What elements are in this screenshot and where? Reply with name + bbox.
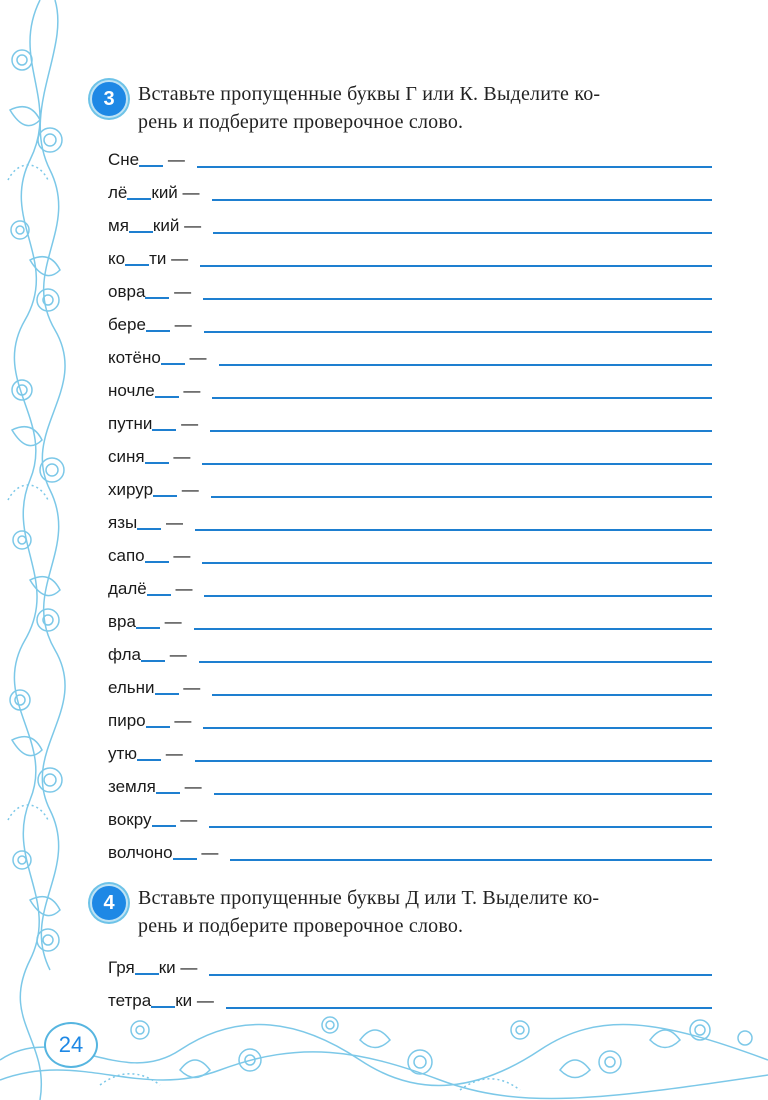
missing-letter-blank[interactable]: [173, 844, 197, 860]
missing-letter-blank[interactable]: [137, 514, 161, 530]
word-part: вокру: [108, 810, 152, 829]
exercise-row: [108, 604, 712, 634]
word-with-gap: [108, 249, 188, 269]
word-part: ки: [175, 991, 193, 1010]
answer-line[interactable]: [219, 364, 712, 366]
dash: —: [178, 678, 201, 697]
word-part: кий: [151, 183, 178, 202]
exercise-row: [108, 340, 712, 370]
answer-line[interactable]: [204, 595, 712, 597]
word-part: ти: [149, 249, 167, 268]
exercise-row: [108, 703, 712, 733]
exercise-row: [108, 505, 712, 535]
instruction-line-2: рень и подберите проверочное слово.: [138, 111, 464, 133]
answer-line[interactable]: [226, 1007, 712, 1009]
answer-line[interactable]: [194, 628, 712, 630]
word-with-gap: [108, 546, 190, 566]
dash: —: [168, 447, 191, 466]
word-with-gap: [108, 579, 192, 599]
answer-line[interactable]: [209, 826, 712, 828]
dash: —: [169, 315, 192, 334]
word-part: котёно: [108, 348, 161, 367]
missing-letter-blank[interactable]: [129, 217, 153, 233]
exercise-row: [108, 373, 712, 403]
exercise-row: [108, 802, 712, 832]
exercise-row: [108, 142, 712, 172]
word-part: язы: [108, 513, 138, 532]
dash: —: [175, 958, 198, 977]
answer-line[interactable]: [213, 232, 712, 234]
word-with-gap: [108, 513, 183, 533]
dash: —: [177, 183, 200, 202]
word-with-gap: [108, 282, 191, 302]
dash: —: [184, 348, 207, 367]
exercise-row: [108, 983, 712, 1013]
word-with-gap: [108, 711, 191, 731]
task-3-header: [90, 80, 730, 140]
exercise-row: [108, 241, 712, 271]
word-with-gap: [108, 645, 187, 665]
answer-line[interactable]: [212, 199, 712, 201]
word-part: земля: [108, 777, 156, 796]
exercise-row: [108, 208, 712, 238]
dash: —: [169, 711, 192, 730]
missing-letter-blank[interactable]: [127, 184, 151, 200]
answer-line[interactable]: [197, 166, 712, 168]
dash: —: [179, 216, 202, 235]
exercise-row: [108, 406, 712, 436]
dash: —: [176, 414, 199, 433]
dash: —: [177, 480, 199, 499]
instruction-line-1: Вставьте пропущенные буквы Г или К. Выделите ко-: [138, 83, 601, 105]
exercise-row: [108, 950, 712, 980]
exercise-row: [108, 538, 712, 568]
missing-letter-blank[interactable]: [135, 959, 159, 975]
word-part: путни: [108, 414, 153, 433]
word-part: овра: [108, 282, 146, 301]
word-part: вра: [108, 612, 136, 631]
answer-line[interactable]: [195, 529, 712, 531]
exercise-row: [108, 571, 712, 601]
dash: —: [165, 645, 187, 664]
word-with-gap: [108, 810, 197, 830]
word-with-gap: [108, 183, 200, 203]
dash: —: [178, 381, 201, 400]
task-4-instruction: [138, 884, 728, 940]
exercise-row: [108, 175, 712, 205]
instruction-line-2: рень и подберите проверочное слово.: [138, 915, 464, 937]
missing-letter-blank[interactable]: [147, 580, 171, 596]
dash: —: [179, 777, 202, 796]
dash: —: [170, 579, 193, 598]
missing-letter-blank[interactable]: [145, 547, 169, 563]
answer-line[interactable]: [195, 760, 712, 762]
word-with-gap: [108, 744, 183, 764]
word-part: хирур: [108, 480, 154, 499]
answer-line[interactable]: [212, 694, 712, 696]
word-with-gap: [108, 777, 202, 797]
missing-letter-blank[interactable]: [151, 992, 175, 1008]
exercise-row: [108, 736, 712, 766]
answer-line[interactable]: [214, 793, 712, 795]
word-with-gap: [108, 216, 201, 236]
missing-letter-blank[interactable]: [125, 250, 149, 266]
task-3-instruction: [138, 80, 728, 136]
answer-line[interactable]: [200, 265, 712, 267]
word-part: далё: [108, 579, 147, 598]
task-number-badge: 4: [90, 884, 128, 922]
exercise-row: [108, 472, 712, 502]
word-part: волчоно: [108, 843, 173, 862]
dash: —: [166, 249, 189, 268]
answer-line[interactable]: [203, 298, 712, 300]
answer-line[interactable]: [209, 974, 712, 976]
missing-letter-blank[interactable]: [137, 745, 161, 761]
word-part: утю: [108, 744, 138, 763]
left-ornament-border: [0, 0, 80, 1100]
missing-letter-blank[interactable]: [146, 316, 170, 332]
exercise-row: [108, 835, 712, 865]
exercise-row: [108, 769, 712, 799]
answer-line[interactable]: [202, 463, 712, 465]
word-part: тетра: [108, 991, 152, 1010]
page-number: 24: [44, 1022, 98, 1068]
task-number-badge: 3: [90, 80, 128, 118]
answer-line[interactable]: [203, 727, 712, 729]
answer-line[interactable]: [199, 661, 712, 663]
word-with-gap: [108, 958, 197, 978]
missing-letter-blank[interactable]: [155, 679, 179, 695]
word-part: ельни: [108, 678, 155, 697]
dash: —: [159, 612, 182, 631]
word-with-gap: [108, 843, 218, 863]
word-with-gap: [108, 348, 207, 368]
answer-line[interactable]: [212, 397, 712, 399]
missing-letter-blank[interactable]: [145, 448, 169, 464]
missing-letter-blank[interactable]: [139, 151, 163, 167]
dash: —: [168, 546, 191, 565]
exercise-row: [108, 307, 712, 337]
word-with-gap: [108, 315, 192, 335]
dash: —: [169, 282, 192, 301]
dash: —: [175, 810, 198, 829]
word-part: сапо: [108, 546, 145, 565]
word-with-gap: [108, 381, 200, 401]
missing-letter-blank[interactable]: [156, 778, 180, 794]
dash: —: [161, 513, 183, 532]
missing-letter-blank[interactable]: [146, 712, 170, 728]
dash: —: [196, 843, 219, 862]
dash: —: [161, 744, 183, 763]
answer-line[interactable]: [210, 430, 712, 432]
word-part: бере: [108, 315, 146, 334]
word-part: ко: [108, 249, 126, 268]
exercise-row: [108, 439, 712, 469]
exercise-row: [108, 274, 712, 304]
word-with-gap: [108, 678, 200, 698]
exercise-row: [108, 670, 712, 700]
missing-letter-blank[interactable]: [152, 811, 176, 827]
word-with-gap: [108, 612, 182, 632]
answer-line[interactable]: [211, 496, 712, 498]
instruction-line-1: Вставьте пропущенные буквы Д или Т. Выделите ко-: [138, 887, 600, 909]
word-part: Сне: [108, 150, 140, 169]
answer-line[interactable]: [202, 562, 712, 564]
word-part: фла: [108, 645, 141, 664]
word-with-gap: [108, 414, 198, 434]
word-part: кий: [152, 216, 180, 235]
word-part: ки: [158, 958, 176, 977]
word-with-gap: [108, 480, 199, 500]
word-part: синя: [108, 447, 145, 466]
dash: —: [163, 150, 185, 169]
missing-letter-blank[interactable]: [161, 349, 185, 365]
answer-line[interactable]: [230, 859, 712, 861]
answer-line[interactable]: [204, 331, 712, 333]
word-part: пиро: [108, 711, 146, 730]
missing-letter-blank[interactable]: [136, 613, 160, 629]
missing-letter-blank[interactable]: [155, 382, 179, 398]
dash: —: [192, 991, 214, 1010]
word-with-gap: [108, 991, 214, 1011]
word-with-gap: [108, 447, 190, 467]
word-part: лё: [108, 183, 128, 202]
word-part: Гря: [108, 958, 135, 977]
word-with-gap: [108, 150, 185, 170]
word-part: мя: [108, 216, 129, 235]
exercise-row: [108, 637, 712, 667]
missing-letter-blank[interactable]: [152, 415, 176, 431]
task-4-header: [90, 884, 730, 944]
missing-letter-blank[interactable]: [145, 283, 169, 299]
missing-letter-blank[interactable]: [141, 646, 165, 662]
word-part: ночле: [108, 381, 155, 400]
missing-letter-blank[interactable]: [153, 481, 177, 497]
